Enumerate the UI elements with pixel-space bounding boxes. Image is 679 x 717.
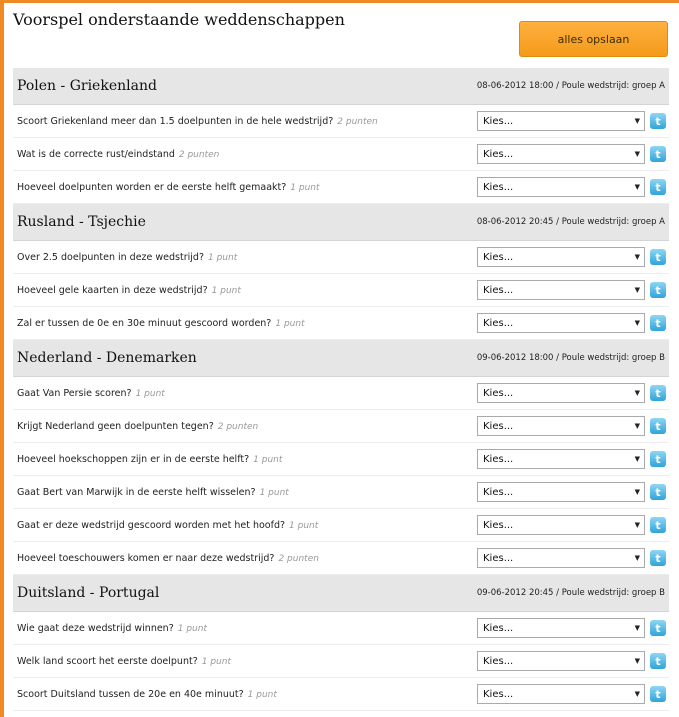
answer-select-value: Kies...: [483, 387, 514, 399]
question-text: [13, 285, 477, 296]
question-text: [13, 454, 477, 465]
question-text: [13, 388, 477, 399]
twitter-icon[interactable]: t: [650, 620, 666, 636]
answer-select[interactable]: [477, 684, 645, 704]
twitter-icon[interactable]: t: [650, 686, 666, 702]
match-meta: 08-06-2012 18:00 / Poule wedstrijd: groep A: [476, 81, 665, 91]
chevron-down-icon: ▼: [634, 389, 640, 397]
question-points: 1 punt: [247, 689, 277, 700]
match-meta: 09-06-2012 18:00 / Poule wedstrijd: groep B: [476, 353, 665, 363]
question-row: [13, 307, 669, 340]
match-meta: 08-06-2012 20:45 / Poule wedstrijd: groep A: [476, 217, 665, 227]
question-points: 1 punt: [259, 487, 289, 498]
question-label: Hoeveel toeschouwers komen er naar deze wedstrijd?: [17, 552, 275, 564]
answer-select[interactable]: [477, 482, 645, 502]
question-label: Zal er tussen de 0e en 30e minuut gescoord worden?: [17, 317, 272, 329]
question-label: Wie gaat deze wedstrijd winnen?: [17, 622, 174, 634]
question-row: [13, 542, 669, 575]
question-points: 2 punten: [337, 116, 378, 127]
question-row: [13, 138, 669, 171]
chevron-down-icon: ▼: [634, 150, 640, 158]
question-row: [13, 274, 669, 307]
match-header: [13, 68, 669, 105]
answer-select-value: Kies...: [483, 622, 514, 634]
twitter-icon[interactable]: t: [650, 517, 666, 533]
answer-select-value: Kies...: [483, 453, 514, 465]
chevron-down-icon: ▼: [634, 286, 640, 294]
answer-select[interactable]: [477, 144, 645, 164]
match-header: [13, 340, 669, 377]
answer-select-value: Kies...: [483, 317, 514, 329]
chevron-down-icon: ▼: [634, 455, 640, 463]
question-text: [13, 520, 477, 531]
chevron-down-icon: ▼: [634, 422, 640, 430]
answer-select[interactable]: [477, 548, 645, 568]
question-label: Wat is de correcte rust/eindstand: [17, 148, 175, 160]
question-label: Krijgt Nederland geen doelpunten tegen?: [17, 420, 214, 432]
match-name: Rusland - Tsjechie: [17, 214, 146, 230]
question-row: [13, 476, 669, 509]
answer-select-value: Kies...: [483, 181, 514, 193]
match-meta: 09-06-2012 20:45 / Poule wedstrijd: groep B: [476, 588, 665, 598]
question-points: 1 punt: [289, 520, 319, 531]
question-points: 1 punt: [201, 656, 231, 667]
question-row: [13, 443, 669, 476]
question-label: Gaat Bert van Marwijk in de eerste helft wisselen?: [17, 486, 256, 498]
question-label: Gaat Van Persie scoren?: [17, 387, 132, 399]
match-name: Nederland - Denemarken: [17, 350, 197, 366]
question-row: [13, 105, 669, 138]
answer-select[interactable]: [477, 651, 645, 671]
question-points: 2 punten: [178, 149, 220, 160]
question-text: [13, 553, 477, 564]
question-text: [13, 116, 477, 127]
answer-select[interactable]: [477, 383, 645, 403]
question-points: 1 punt: [177, 623, 207, 634]
answer-select-value: Kies...: [483, 284, 514, 296]
chevron-down-icon: ▼: [634, 690, 640, 698]
page-title: Voorspel onderstaande weddenschappen: [13, 10, 345, 29]
question-text: [13, 656, 477, 667]
answer-select[interactable]: [477, 515, 645, 535]
twitter-icon[interactable]: t: [650, 282, 666, 298]
answer-select-value: Kies...: [483, 148, 514, 160]
answer-select[interactable]: [477, 280, 645, 300]
question-label: Over 2.5 doelpunten in deze wedstrijd?: [17, 251, 204, 263]
twitter-icon[interactable]: t: [650, 113, 666, 129]
answer-select[interactable]: [477, 416, 645, 436]
twitter-icon[interactable]: t: [650, 484, 666, 500]
question-points: 1 punt: [211, 285, 241, 296]
answer-select-value: Kies...: [483, 420, 514, 432]
answer-select[interactable]: [477, 247, 645, 267]
answer-select[interactable]: [477, 177, 645, 197]
question-points: 1 punt: [135, 388, 165, 399]
twitter-icon[interactable]: t: [650, 315, 666, 331]
answer-select-value: Kies...: [483, 519, 514, 531]
question-row: [13, 678, 669, 711]
question-points: 1 punt: [208, 252, 238, 263]
question-text: [13, 689, 477, 700]
chevron-down-icon: ▼: [634, 624, 640, 632]
question-label: Scoort Duitsland tussen de 20e en 40e minuut?: [17, 688, 244, 700]
question-text: [13, 421, 477, 432]
question-text: [13, 318, 477, 329]
answer-select[interactable]: [477, 111, 645, 131]
save-all-button[interactable]: alles opslaan: [519, 21, 668, 57]
match-header: [13, 575, 669, 612]
twitter-icon[interactable]: t: [650, 418, 666, 434]
question-label: Welk land scoort het eerste doelpunt?: [17, 655, 198, 667]
chevron-down-icon: ▼: [634, 117, 640, 125]
question-label: Gaat er deze wedstrijd gescoord worden met het hoofd?: [17, 519, 286, 531]
answer-select-value: Kies...: [483, 251, 514, 263]
twitter-icon[interactable]: t: [650, 550, 666, 566]
question-row: [13, 612, 669, 645]
twitter-icon[interactable]: t: [650, 653, 666, 669]
twitter-icon[interactable]: t: [650, 451, 666, 467]
question-label: Hoeveel hoekschoppen zijn er in de eerste helft?: [17, 453, 250, 465]
twitter-icon[interactable]: t: [650, 249, 666, 265]
question-text: [13, 487, 477, 498]
question-points: 2 punten: [278, 553, 319, 564]
chevron-down-icon: ▼: [634, 183, 640, 191]
match-name: Polen - Griekenland: [17, 78, 157, 94]
question-row: [13, 171, 669, 204]
chevron-down-icon: ▼: [634, 657, 640, 665]
answer-select[interactable]: [477, 313, 645, 333]
answer-select-value: Kies...: [483, 552, 514, 564]
answer-select[interactable]: [477, 449, 645, 469]
matches-list: [13, 68, 669, 711]
question-text: [13, 623, 477, 634]
match-name: Duitsland - Portugal: [17, 585, 160, 601]
question-points: 1 punt: [275, 318, 305, 329]
question-text: [13, 149, 477, 160]
chevron-down-icon: ▼: [634, 253, 640, 261]
question-row: [13, 241, 669, 274]
question-label: Scoort Griekenland meer dan 1.5 doelpunten in de hele wedstrijd?: [17, 115, 334, 127]
chevron-down-icon: ▼: [634, 521, 640, 529]
twitter-icon[interactable]: t: [650, 179, 666, 195]
question-row: [13, 509, 669, 542]
question-row: [13, 645, 669, 678]
match-section: [13, 68, 669, 204]
answer-select-value: Kies...: [483, 115, 514, 127]
answer-select-value: Kies...: [483, 688, 514, 700]
twitter-icon[interactable]: t: [650, 385, 666, 401]
answer-select-value: Kies...: [483, 655, 514, 667]
answer-select-value: Kies...: [483, 486, 514, 498]
question-text: [13, 182, 477, 193]
match-section: [13, 340, 669, 575]
question-points: 1 punt: [290, 182, 320, 193]
question-points: 2 punten: [217, 421, 259, 432]
question-label: Hoeveel gele kaarten in deze wedstrijd?: [17, 284, 208, 296]
chevron-down-icon: ▼: [634, 488, 640, 496]
chevron-down-icon: ▼: [634, 554, 640, 562]
question-text: [13, 252, 477, 263]
question-row: [13, 377, 669, 410]
question-row: [13, 410, 669, 443]
chevron-down-icon: ▼: [634, 319, 640, 327]
twitter-icon[interactable]: t: [650, 146, 666, 162]
match-header: [13, 204, 669, 241]
answer-select[interactable]: [477, 618, 645, 638]
question-label: Hoeveel doelpunten worden er de eerste helft gemaakt?: [17, 181, 287, 193]
match-section: [13, 575, 669, 711]
match-section: [13, 204, 669, 340]
question-points: 1 punt: [253, 454, 283, 465]
